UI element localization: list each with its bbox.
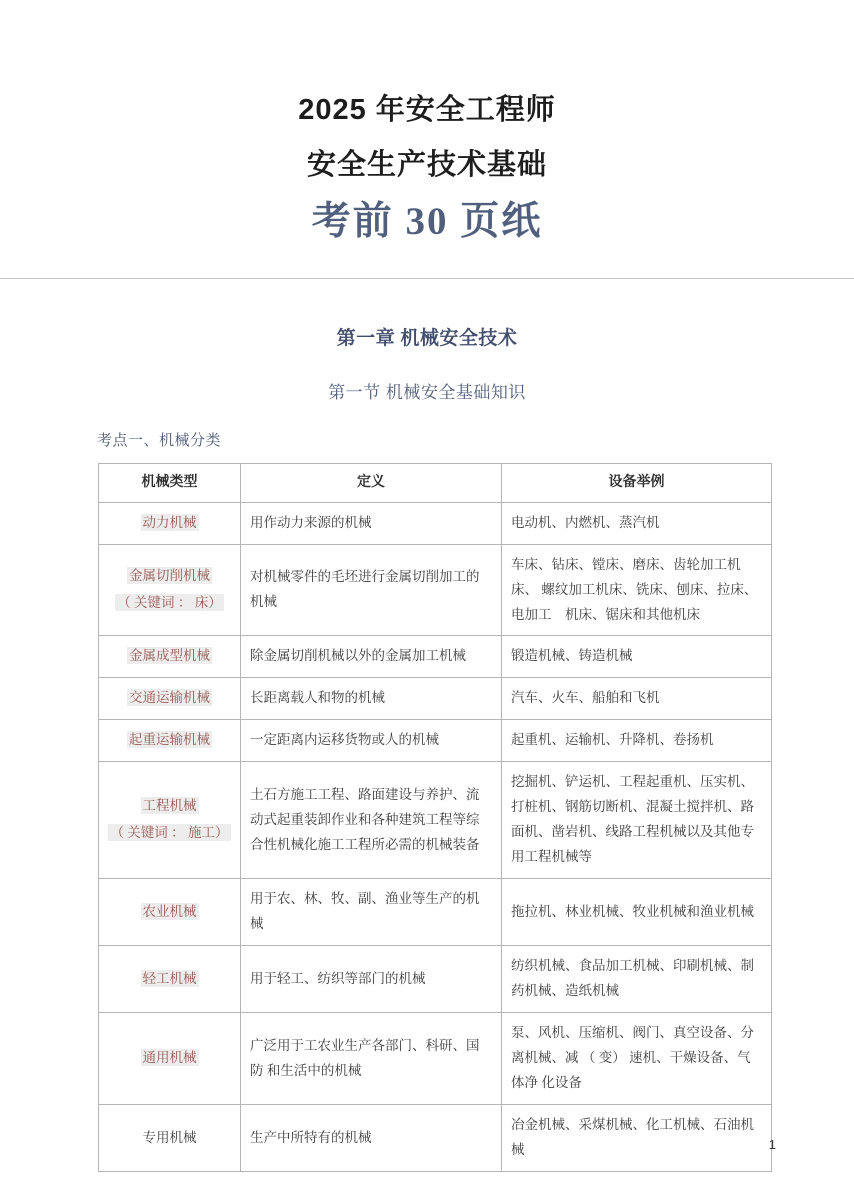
header-divider [0,278,854,279]
page-number: 1 [768,1137,776,1152]
machine-type-label: 农业机械 [142,903,197,919]
table-cell-machine-type [99,879,241,946]
table-cell-examples: 电动机、内燃机、蒸汽机 [502,502,772,544]
cover-title-line-2: 安全生产技术基础 [306,149,547,181]
table-cell-definition: 土石方施工工程、路面建设与养护、流动式起重装卸作业和各种建筑工程等综合性机械化施工工程所必需的机械装备 [241,762,502,879]
machine-type-label: 专用机械 [142,1129,197,1145]
table-cell-examples: 锻造机械、铸造机械 [502,636,772,678]
machine-type-keyword [108,591,231,616]
table-cell-definition: 用作动力来源的机械 [241,502,502,544]
machine-type-keyword [108,821,231,846]
cover-title-line-1: 2025 年安全工程师 [298,94,556,126]
table-header-cell-examples: 设备举例 [502,464,772,503]
machine-classification-table [98,463,772,1172]
machine-type-label: 交通运输机械 [129,690,210,706]
table-row [99,879,772,946]
machine-type-label: 轻工机械 [142,970,197,986]
table-cell-examples: 泵、风机、压缩机、阀门、真空设备、分 离机械、减 （ 变） 速机、干燥设备、气体净 化设备 [502,1013,772,1105]
table-row [99,544,772,636]
machine-type-label: 金属切削机械 [129,568,210,584]
table-cell-examples: 纺织机械、食品加工机械、印刷机械、制 药机械、造纸机械 [502,946,772,1013]
table-header-cell-definition: 定义 [241,464,502,503]
table-cell-examples: 车床、钻床、镗床、磨床、齿轮加工机床、 螺纹加工机床、铣床、刨床、拉床、电加工 机床、锯床和其他机床 [502,544,772,636]
table-cell-definition: 一定距离内运移货物或人的机械 [241,720,502,762]
section-heading: 第一节 机械安全基础知识 [328,383,526,402]
table-body [99,502,772,1171]
table-row [99,946,772,1013]
table-cell-machine-type [99,720,241,762]
table-cell-machine-type [99,502,241,544]
cover-title-block [0,0,854,241]
table-cell-machine-type [99,678,241,720]
topic-heading: 考点一、机械分类 [97,432,222,449]
table-cell-examples: 拖拉机、林业机械、牧业机械和渔业机械 [502,879,772,946]
machine-type-label: 动力机械 [142,514,197,530]
table-head [99,464,772,503]
table-row [99,720,772,762]
table-cell-definition: 对机械零件的毛坯进行金属切削加工的机械 [241,544,502,636]
table-row [99,636,772,678]
table-cell-machine-type [99,1013,241,1105]
machine-type-label: 通用机械 [142,1050,197,1066]
cover-title-line-3: 考前 30 页纸 [311,200,543,243]
machine-type-keyword-label: （ 关键词 ： 床） [117,595,222,611]
table-cell-definition: 长距离载人和物的机械 [241,678,502,720]
table-cell-machine-type [99,544,241,636]
table-cell-examples: 冶金机械、采煤机械、化工机械、石油机械 [502,1105,772,1172]
machine-type-label: 工程机械 [142,798,197,814]
table-cell-definition: 生产中所特有的机械 [241,1105,502,1172]
table-cell-machine-type [99,1105,241,1172]
table-cell-machine-type [99,762,241,879]
table-cell-machine-type [99,636,241,678]
machine-type-keyword-label: （ 关键词 ： 施工） [110,825,229,841]
table-header-row [99,464,772,503]
table-row [99,678,772,720]
table-cell-definition: 用于轻工、纺织等部门的机械 [241,946,502,1013]
table-cell-definition: 除金属切削机械以外的金属加工机械 [241,636,502,678]
machine-classification-table-wrapper [98,463,771,1172]
machine-type-label: 金属成型机械 [129,648,210,664]
table-cell-machine-type [99,946,241,1013]
table-row [99,762,772,879]
table-header-cell-type: 机械类型 [99,464,241,503]
table-row [99,502,772,544]
machine-type-label: 起重运输机械 [129,732,210,748]
table-row [99,1013,772,1105]
table-cell-examples: 汽车、火车、船舶和飞机 [502,678,772,720]
chapter-heading: 第一章 机械安全技术 [336,328,518,349]
table-cell-definition: 用于农、林、牧、副、渔业等生产的机械 [241,879,502,946]
table-cell-examples: 挖掘机、铲运机、工程起重机、压实机、 打桩机、钢筋切断机、混凝土搅拌机、路面机、凿岩机、线路工程机械以及其他专用工程机械等 [502,762,772,879]
table-row [99,1105,772,1172]
table-cell-examples: 起重机、运输机、升降机、卷扬机 [502,720,772,762]
table-cell-definition: 广泛用于工农业生产各部门、科研、国防 和生活中的机械 [241,1013,502,1105]
